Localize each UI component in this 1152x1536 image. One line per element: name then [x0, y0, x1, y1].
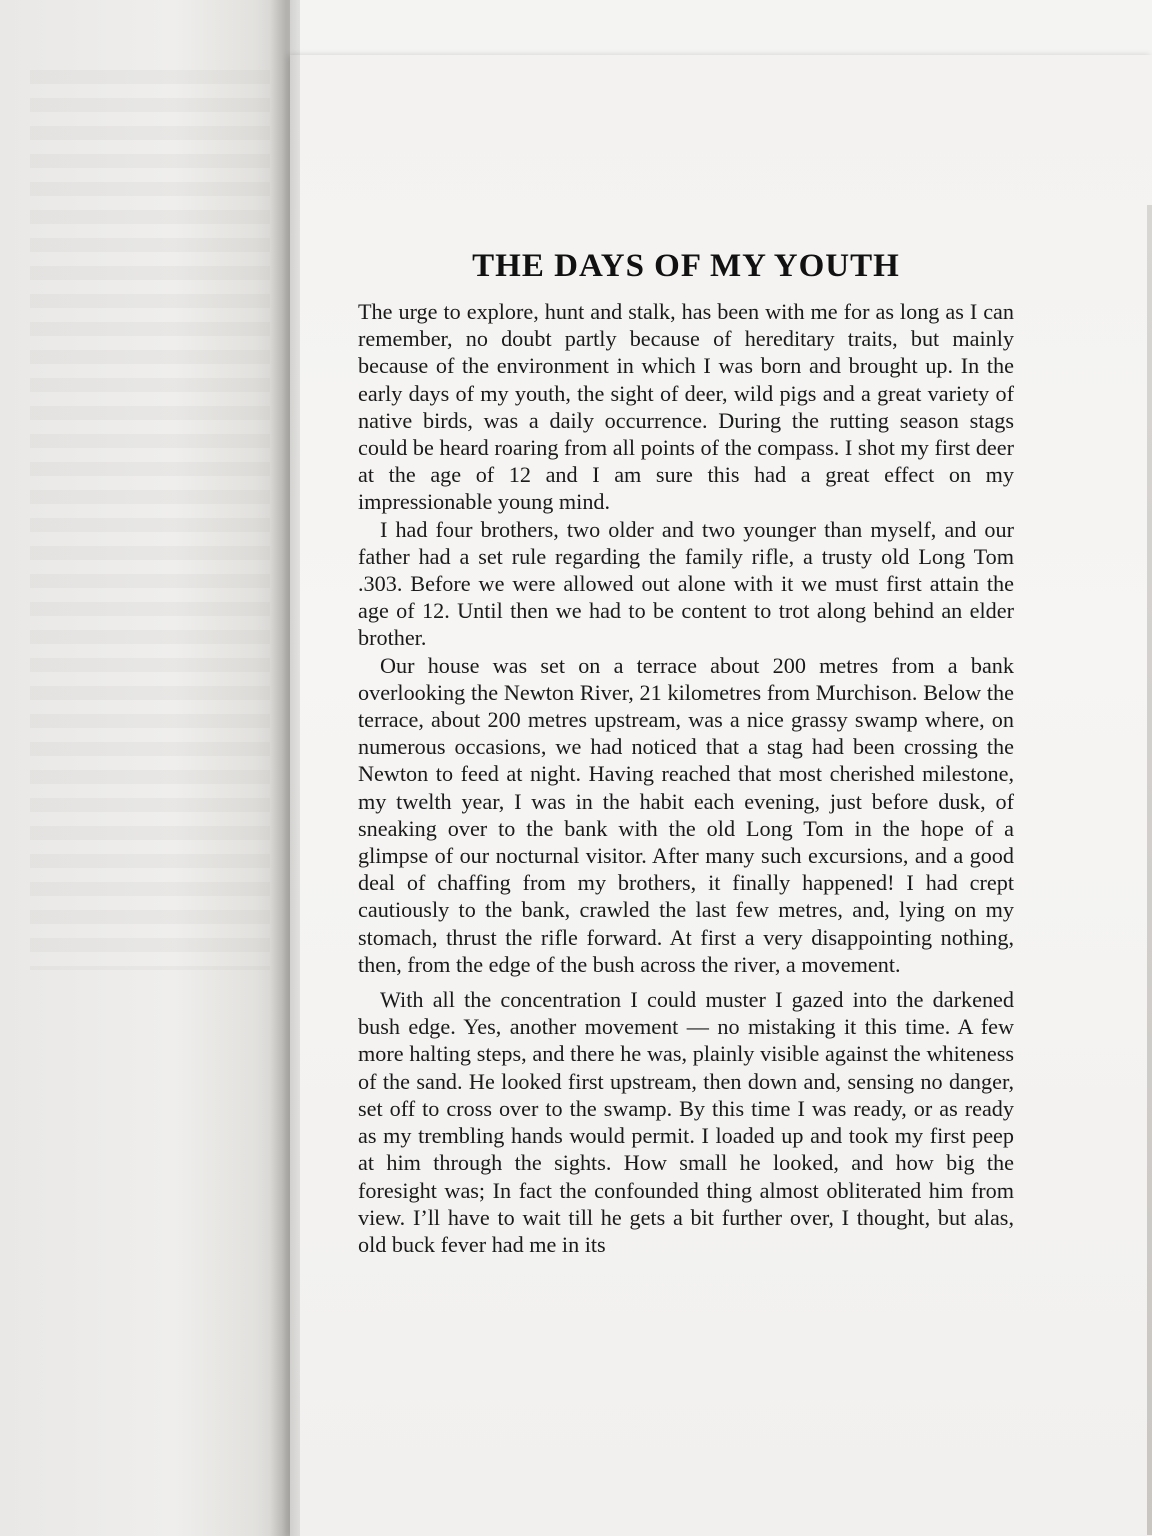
background-strip — [290, 0, 1152, 55]
paragraph-1: The urge to explore, hunt and stalk, has been with me for as long as I can remember, no doubt partly because of hereditary traits, but mainly because of the environment in which I was born and brought up. In the early days of my youth, the sight of deer, wild pigs and a great variety of native birds, was a daily occurrence. During the rutting season stags could be heard roaring from all points of the compass. I shot my first deer at the age of 12 and I am sure this had a great effect on my impressionable young mind. — [358, 299, 1014, 515]
paragraph-4: With all the concentration I could muster I gazed into the darkened bush edge. Yes, another movement — no mistaking it this time. A few more halting steps, and there he was, plainly visible against the whiteness of the sand. He looked first upstream, then down and, sensing no danger, set off to cross over to the swamp. By this time I was ready, or as ready as my trembling hands would permit. I loaded up and took my first peep at him through the sights. How small he looked, and how big the foresight was; In fact the confounded thing almost obliterated him from view. I’ll have to wait till he gets a bit further over, I thought, but alas, old buck fever had me in its — [358, 987, 1014, 1257]
left-facing-page — [0, 0, 290, 1536]
page-content — [358, 244, 1014, 1258]
page-edge — [1147, 205, 1152, 1535]
paragraph-3: Our house was set on a terrace about 200 metres from a bank overlooking the Newton River, 21 kilometres from Murchison. Below the terrace, about 200 metres upstream, was a nice grassy swamp where, on numerous occasions, we had noticed that a stag had been crossing the Newton to feed at night. Having reached that most cherished milestone, my twelth year, I was in the habit each evening, just before dusk, of sneaking over to the bank with the old Long Tom in the hope of a glimpse of our nocturnal visitor. After many such excursions, and a good deal of chaffing from my brothers, it finally happened! I had crept cautiously to the bank, crawled the last few metres, and, lying on my stomach, thrust the rifle forward. At first a very disappointing nothing, then, from the edge of the bush across the river, a movement. — [358, 652, 1014, 977]
chapter-title: THE DAYS OF MY YOUTH — [472, 248, 900, 284]
book-gutter-shadow — [270, 0, 300, 1536]
paragraph-2: I had four brothers, two older and two younger than myself, and our father had a set rule regarding the family rifle, a trusty old Long Tom .303. Before we were allowed out alone with it we must first attain the age of 12. Until then we had to be content to trot along behind an elder brother. — [358, 516, 1014, 651]
show-through-text — [30, 70, 270, 970]
